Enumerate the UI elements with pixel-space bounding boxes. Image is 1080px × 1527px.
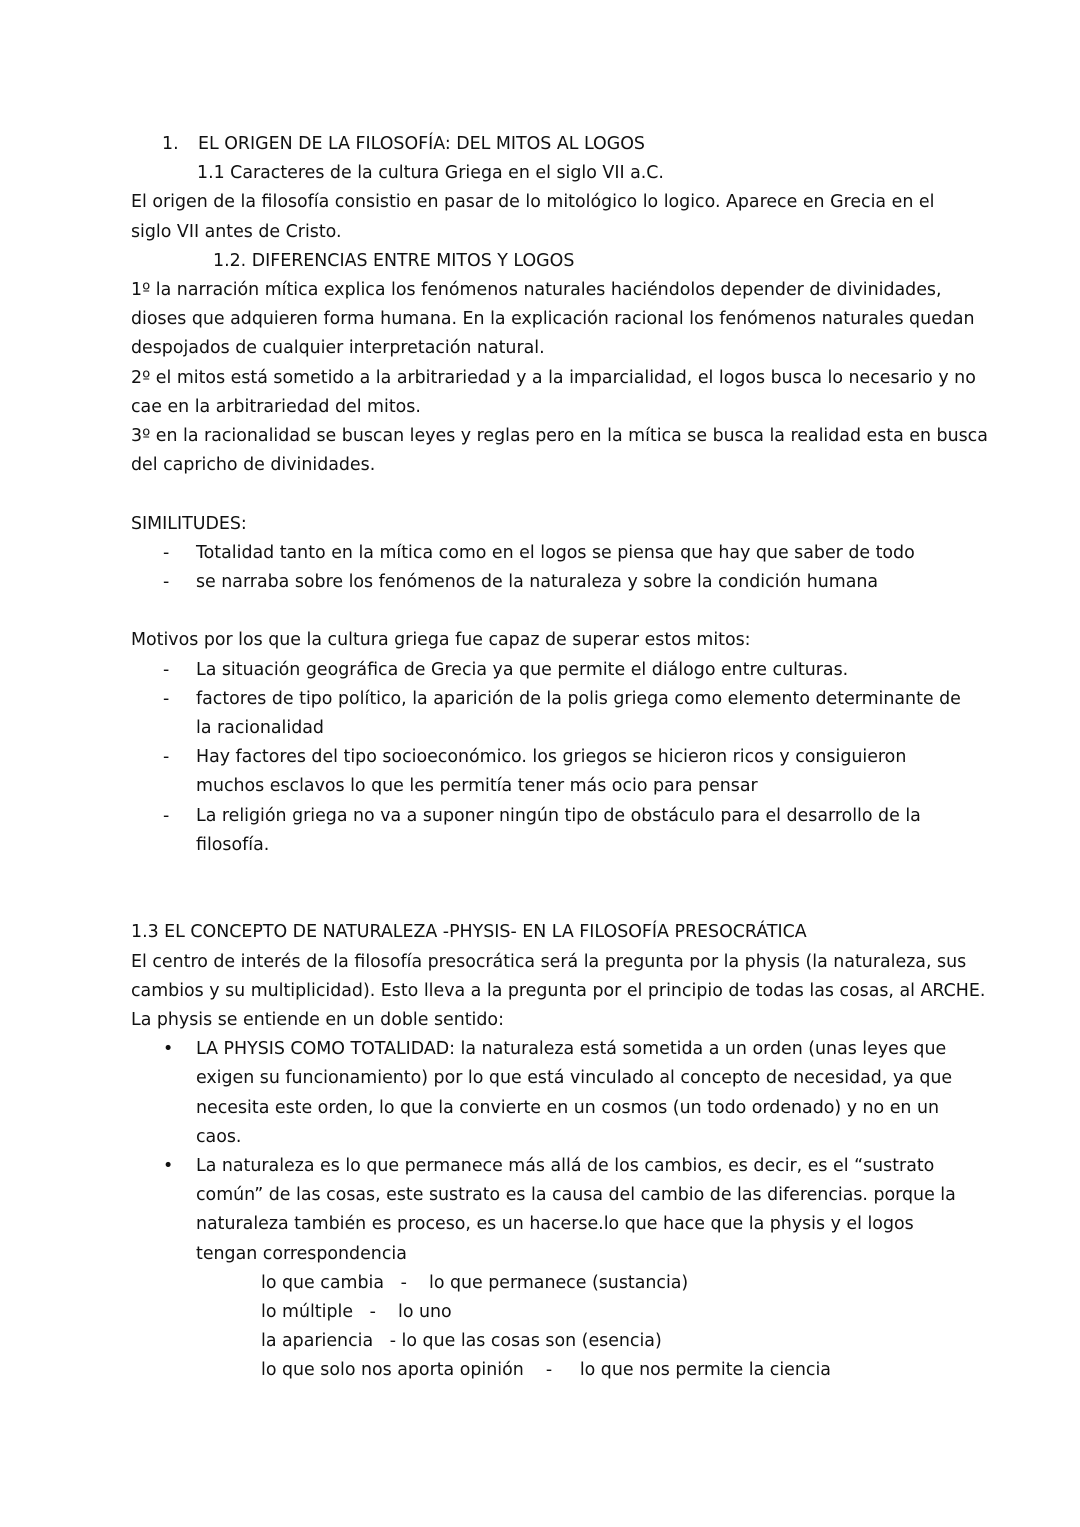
dash-marker: - [163,805,170,826]
bullet-item [131,1035,961,1152]
paragraph-line: siglo VII antes de Cristo. [131,221,342,242]
list-item-text: Totalidad tanto en la mítica como en el logos se piensa que hay que saber de todo [196,542,915,563]
document-page [131,130,988,1386]
paragraph-line: 1º la narración mítica explica los fenómenos naturales haciéndolos depender de divinidades, [131,280,942,301]
pair-left: lo que solo nos aporta opinión [261,1360,524,1381]
pair-right: lo que nos permite la ciencia [579,1360,831,1381]
bullet-marker: • [163,1039,174,1060]
paragraph-line: 3º en la racionalidad se buscan leyes y reglas pero en la mítica se busca la realidad esta en busca [131,426,988,447]
dash-marker: - [163,688,170,709]
contrast-pair [131,1298,961,1327]
blank-line [131,597,961,626]
list-item [131,685,961,743]
dash-marker: - [163,659,170,680]
section-number: 1. [162,134,179,154]
pair-right: lo uno [398,1302,452,1323]
list-item-text: Hay factores del tipo socioeconómico. los griegos se hicieron ricos y consiguieron muchos esclavos lo que les permitía tener más ocio para pensar [196,747,907,797]
list-item-text: factores de tipo político, la aparición de la polis griega como elemento determinante de la racionalidad [196,688,961,739]
pair-dash: - [369,1302,376,1323]
pair-dash: - [545,1360,553,1381]
subsection-1-2-title: 1.2. DIFERENCIAS ENTRE MITOS Y LOGOS [213,250,575,271]
paragraph-line: 2º el mitos está sometido a la arbitrariedad y a la imparcialidad, el logos busca lo necesario y no [131,367,976,388]
list-item-text: La religión griega no va a suponer ningún tipo de obstáculo para el desarrollo de la filosofía. [196,805,921,855]
contrast-pair [131,1327,961,1356]
list-item [131,802,961,860]
pair-right: lo que las cosas son (esencia) [401,1331,662,1352]
pair-left: lo múltiple [261,1302,354,1323]
pair-left: lo que cambia [261,1272,384,1293]
pair-right: lo que permanece (sustancia) [428,1272,689,1293]
similarities-heading: SIMILITUDES: [131,513,247,534]
subsection-1-1-title: 1.1 Caracteres de la cultura Griega en el siglo VII a.C. [197,163,664,184]
list-item [131,656,961,685]
blank-lines [131,860,961,918]
list-item [131,539,961,568]
pair-dash: - [389,1331,396,1352]
paragraph-line: El centro de interés de la filosofía presocrática será la pregunta por la physis (la naturaleza, sus [131,951,967,972]
paragraph-line: La physis se entiende en un doble sentido: [131,1010,504,1031]
dash-marker: - [163,747,170,768]
bullet-marker: • [163,1156,174,1177]
contrast-pair [131,1269,961,1298]
contrast-pair [131,1356,961,1385]
bullet-item-text: LA PHYSIS COMO TOTALIDAD: la naturaleza está sometida a un orden (unas leyes que exigen su funcionamiento) por lo que está vinculado al concepto de necesidad, ya que necesita este orden, lo que la convierte en un cosmos (un todo ordenado) y no en un caos. [196,1039,953,1147]
dash-marker: - [163,542,170,563]
bullet-item-text: La naturaleza es lo que permanece más allá de los cambios, es decir, es el “sustrato común” de las cosas, este sustrato es la causa del cambio de las diferencias. porque la naturaleza también es proceso, es un hacerse.lo que hace que la physis y el logos tengan correspondencia [196,1156,956,1264]
list-item [131,743,961,801]
paragraph-line: dioses que adquieren forma humana. En la explicación racional los fenómenos naturales quedan [131,309,975,330]
pair-left: la apariencia [261,1331,374,1352]
section-1-3-heading: 1.3 EL CONCEPTO DE NATURALEZA -PHYSIS- EN LA FILOSOFÍA PRESOCRÁTICA [131,922,807,943]
bullet-item [131,1152,961,1269]
list-item-text: La situación geográfica de Grecia ya que permite el diálogo entre culturas. [196,659,849,680]
paragraph-line: cambios y su multiplicidad). Esto lleva a la pregunta por el principio de todas las cosas, al ARCHE. [131,980,986,1001]
list-item-text: se narraba sobre los fenómenos de la naturaleza y sobre la condición humana [196,572,879,593]
paragraph-line: cae en la arbitrariedad del mitos. [131,396,421,417]
section-1-heading [131,130,961,159]
dash-marker: - [163,572,170,593]
pair-dash: - [400,1272,407,1293]
paragraph-line: del capricho de divinidades. [131,455,376,476]
paragraph-line: despojados de cualquier interpretación natural. [131,338,545,359]
paragraph-line: El origen de la filosofía consistio en pasar de lo mitológico lo logico. Aparece en Grecia en el [131,192,935,213]
motives-heading: Motivos por los que la cultura griega fue capaz de superar estos mitos: [131,630,751,651]
list-item [131,568,961,597]
blank-line [131,480,961,509]
section-title: EL ORIGEN DE LA FILOSOFÍA: DEL MITOS AL LOGOS [198,134,645,154]
